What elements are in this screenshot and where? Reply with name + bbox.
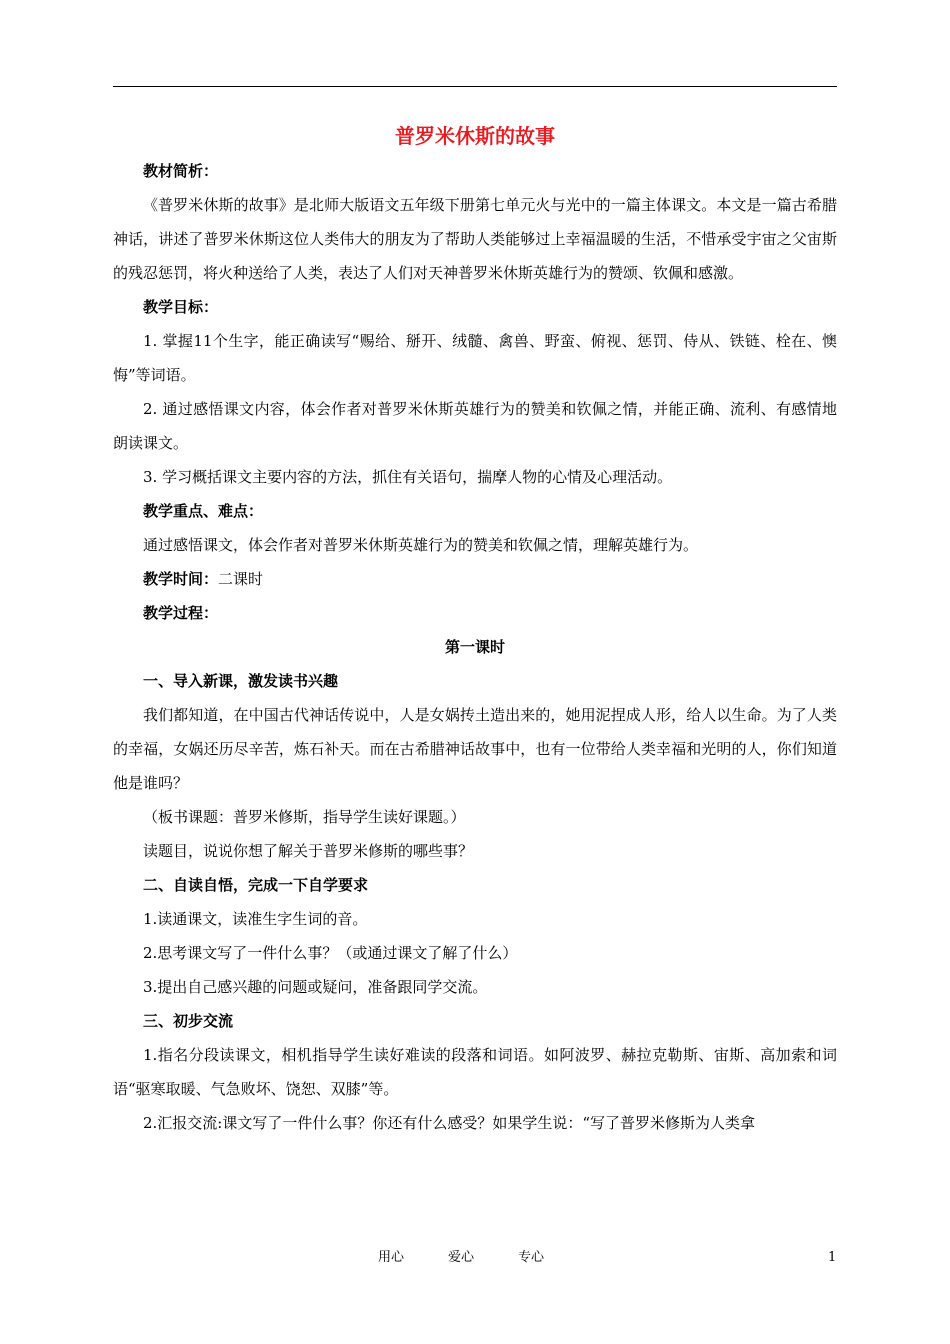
- list-item: 1.读通课文，读准生字生词的音。: [143, 910, 368, 928]
- teaching-time: [113, 562, 837, 596]
- process-heading: 教学过程：: [143, 604, 219, 622]
- footer-item: 专心: [518, 1250, 545, 1265]
- intro-heading: 教材简析：: [143, 162, 219, 180]
- footer-motto: [378, 1248, 544, 1268]
- goal-item: 2. 通过感悟课文内容，体会作者对普罗米休斯英雄行为的赞美和钦佩之情，并能正确、流利、有感情地朗读课文。: [113, 400, 837, 452]
- teaching-time-value: 二课时: [218, 570, 264, 588]
- document-title: 普罗米休斯的故事: [395, 124, 555, 148]
- key-points-heading: 教学重点、难点：: [143, 502, 264, 520]
- header-rule: [113, 86, 837, 87]
- step-paragraph: 我们都知道，在中国古代神话传说中，人是女娲抟土造出来的，她用泥捏成人形，给人以生命。为了人类的幸福，女娲还历尽辛苦，炼石补天。而在古希腊神话故事中，也有一位带给人类幸福和光明的人，你们知道他是谁吗？: [113, 706, 837, 792]
- step-heading: 三、初步交流: [143, 1012, 234, 1030]
- key-points-text: 通过感悟课文，体会作者对普罗米休斯英雄行为的赞美和钦佩之情，理解英雄行为。: [143, 536, 699, 554]
- intro-paragraph: 《普罗米休斯的故事》是北师大版语文五年级下册第七单元火与光中的一篇主体课文。本文是一篇古希腊神话，讲述了普罗米休斯这位人类伟大的朋友为了帮助人类能够过上幸福温暖的生活，不惜承受宇宙之父宙斯的残忍惩罚，将火种送给了人类，表达了人们对天神普罗米休斯英雄行为的赞颂、钦佩和感激。: [113, 196, 837, 282]
- goal-item: 3. 学习概括课文主要内容的方法，抓住有关语句，揣摩人物的心情及心理活动。: [143, 468, 673, 486]
- list-item: 2.汇报交流:课文写了一件什么事？你还有什么感受？如果学生说：“写了普罗米修斯为人类拿: [143, 1114, 756, 1132]
- list-item: 3.提出自己感兴趣的问题或疑问，准备跟同学交流。: [143, 978, 488, 996]
- footer-item: 爱心: [448, 1250, 475, 1265]
- goals-heading: 教学目标：: [143, 298, 219, 316]
- list-item: 1.指名分段读课文，相机指导学生读好难读的段落和词语。如阿波罗、赫拉克勒斯、宙斯、高加索和词语“驱寒取暖、气急败坏、饶恕、双膝”等。: [113, 1046, 837, 1098]
- step-heading: 二、自读自悟，完成一下自学要求: [143, 876, 369, 894]
- document-body: [113, 120, 837, 1140]
- page-number: 1: [828, 1250, 837, 1265]
- lesson-heading: 第一课时: [444, 638, 505, 656]
- step-question: 读题目，说说你想了解关于普罗米修斯的哪些事？: [143, 842, 474, 860]
- teaching-time-label: 教学时间：: [143, 570, 219, 588]
- step-note: （板书课题：普罗米修斯，指导学生读好课题。）: [143, 808, 466, 826]
- footer-item: 用心: [378, 1250, 405, 1265]
- goal-item: 1. 掌握11个生字，能正确读写“赐给、掰开、绒髓、禽兽、野蛮、俯视、惩罚、侍从、铁链、栓在、懊悔”等词语。: [113, 332, 837, 384]
- list-item: 2.思考课文写了一件什么事？（或通过课文了解了什么）: [143, 944, 518, 962]
- step-heading: 一、导入新课，激发读书兴趣: [143, 672, 339, 690]
